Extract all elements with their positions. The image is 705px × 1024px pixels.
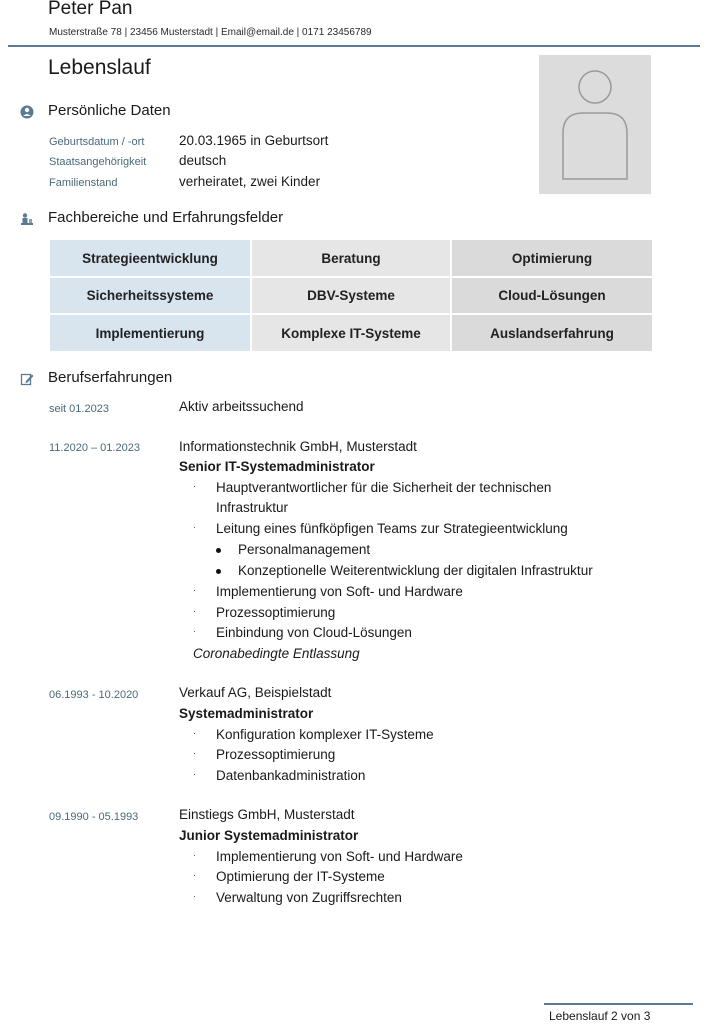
entry-bullet: Prozessoptimierung [216,747,336,762]
contact-line: Musterstraße 78 | 23456 Musterstadt | Email@email.de | 0171 23456789 [49,27,372,38]
personal-value: verheiratet, zwei Kinder [179,174,321,189]
entry-note: Coronabedingte Entlassung [193,646,360,661]
sub-bullet-marker [216,548,221,553]
entry-date: 11.2020 – 01.2023 [49,442,140,454]
entry-sub-bullet: Konzeptionelle Weiterentwicklung der digitalen Infrastruktur [238,563,593,578]
entry-bullet: Verwaltung von Zugriffsrechten [216,890,402,905]
grid-cell: Strategieentwicklung [50,240,250,276]
page-footer: Lebenslauf 2 von 3 [549,1009,651,1023]
entry-bullet: Implementierung von Soft- und Hardware [216,584,463,599]
grid-cell: Optimierung [452,240,652,276]
bullet-marker: · [193,481,196,491]
entry-date: seit 01.2023 [49,403,109,415]
entry-bullet: Prozessoptimierung [216,605,336,620]
personal-label: Geburtsdatum / -ort [49,136,145,148]
entry-bullet: Einbindung von Cloud-Lösungen [216,625,412,640]
entry-company: Verkauf AG, Beispielstadt [179,685,332,700]
header-divider [8,45,700,47]
entry-role: Systemadministrator [179,706,314,721]
entry-company: Aktiv arbeitssuchend [179,399,304,414]
bullet-marker: · [193,748,196,758]
document-title: Lebenslauf [48,56,151,79]
section-title-fields: Fachbereiche und Erfahrungsfelder [48,209,284,226]
entry-bullet: Optimierung der IT-Systeme [216,869,385,884]
entry-bullet: Datenbankadministration [216,768,366,783]
bullet-marker: · [193,626,196,636]
entry-company: Informationstechnik GmbH, Musterstadt [179,439,417,454]
bullet-marker: · [193,728,196,738]
entry-company: Einstiegs GmbH, Musterstadt [179,807,355,822]
footer-divider [544,1003,693,1005]
entry-bullet: Leitung eines fünfköpfigen Teams zur Strategieentwicklung [216,521,568,536]
bullet-marker: · [193,870,196,880]
grid-cell: Komplexe IT-Systeme [252,315,450,351]
grid-cell: Cloud-Lösungen [452,278,652,313]
section-title-personal: Persönliche Daten [48,102,171,119]
personal-label: Familienstand [49,177,118,189]
bullet-marker: · [193,769,196,779]
applicant-name: Peter Pan [48,0,133,19]
entry-date: 06.1993 - 10.2020 [49,689,139,701]
edit-pencil-icon [20,372,34,386]
person-circle-icon [20,105,34,119]
entry-bullet: Implementierung von Soft- und Hardware [216,849,463,864]
expertise-grid [50,240,652,351]
bullet-marker: · [193,850,196,860]
grid-cell: Beratung [252,240,450,276]
entry-role: Senior IT-Systemadministrator [179,459,375,474]
entry-role: Junior Systemadministrator [179,828,359,843]
grid-cell: Auslandserfahrung [452,315,652,351]
bullet-marker: · [193,891,196,901]
entry-sub-bullet: Personalmanagement [238,542,371,557]
bullet-marker: · [193,606,196,616]
personal-value: deutsch [179,153,227,168]
photo-placeholder [539,55,651,194]
personal-label: Staatsangehörigkeit [49,156,147,168]
grid-cell: Sicherheitssysteme [50,278,250,313]
bullet-marker: · [193,522,196,532]
entry-date: 09.1990 - 05.1993 [49,811,139,823]
grid-cell: Implementierung [50,315,250,351]
avatar-silhouette-icon [539,55,651,194]
personal-value: 20.03.1965 in Geburtsort [179,133,329,148]
entry-bullet: Hauptverantwortlicher für die Sicherheit der technischen [216,480,552,495]
section-title-experience: Berufserfahrungen [48,369,173,386]
bullet-marker: · [193,585,196,595]
entry-bullet: Konfiguration komplexer IT-Systeme [216,727,434,742]
entry-bullet: Infrastruktur [216,500,289,515]
sub-bullet-marker [216,569,221,574]
grid-cell: DBV-Systeme [252,278,450,313]
person-desk-icon [20,212,34,226]
